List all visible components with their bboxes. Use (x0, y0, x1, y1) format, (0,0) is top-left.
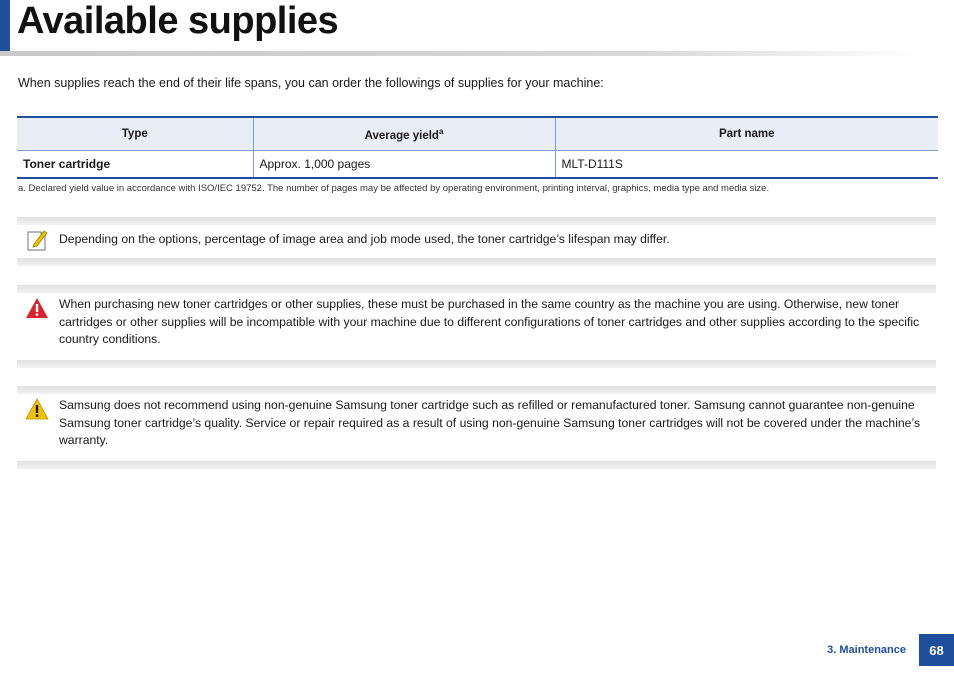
table-header-row (17, 117, 938, 151)
warning-note (17, 285, 936, 368)
intro-text: When supplies reach the end of their life spans, you can order the followings of supplies for your machine: (18, 76, 604, 90)
title-divider (0, 51, 920, 56)
table-footnote: a. Declared yield value in accordance with ISO/IEC 19752. The number of pages may be affected by operating environment, printing interval, graphics, media type and media size. (18, 183, 770, 194)
note-pencil-icon (25, 229, 49, 258)
info-note (17, 217, 936, 266)
header-type: Type (17, 117, 253, 151)
caution-yellow-icon (25, 398, 49, 425)
header-yield-label: Average yield (364, 129, 439, 142)
note-text: Depending on the options, percentage of image area and job mode used, the toner cartridge’s lifespan may differ. (59, 232, 670, 246)
warning-red-icon (25, 297, 49, 324)
footer-section-label: 3. Maintenance (827, 644, 906, 656)
table-row (17, 151, 938, 179)
page-title: Available supplies (17, 0, 339, 42)
warning-text: When purchasing new toner cartridges or other supplies, these must be purchased in the same country as the machine you are using. Otherwise, new toner cartridges or other supplies will be incompatible with your machine due to different configurations of toner cartridges and other supplies according to the specific country conditions. (59, 297, 920, 346)
page-number: 68 (919, 634, 954, 666)
cell-yield: Approx. 1,000 pages (253, 151, 555, 179)
header-yield-footnote-mark: a (438, 126, 444, 136)
cell-part-name: MLT-D111S (555, 151, 938, 179)
supplies-table (17, 116, 938, 179)
caution-text: Samsung does not recommend using non-genuine Samsung toner cartridge such as refilled or remanufactured toner. Samsung cannot guarantee non-genuine Samsung toner cartridge’s quality. Service or repair required as a result of using non-genuine Samsung toner cartridges will not be covered under the machine’s warranty. (59, 398, 921, 447)
cell-type: Toner cartridge (17, 151, 253, 179)
header-part-name: Part name (555, 117, 938, 151)
header-average-yield (253, 117, 555, 151)
title-accent-bar (0, 0, 10, 52)
caution-note (17, 386, 936, 469)
